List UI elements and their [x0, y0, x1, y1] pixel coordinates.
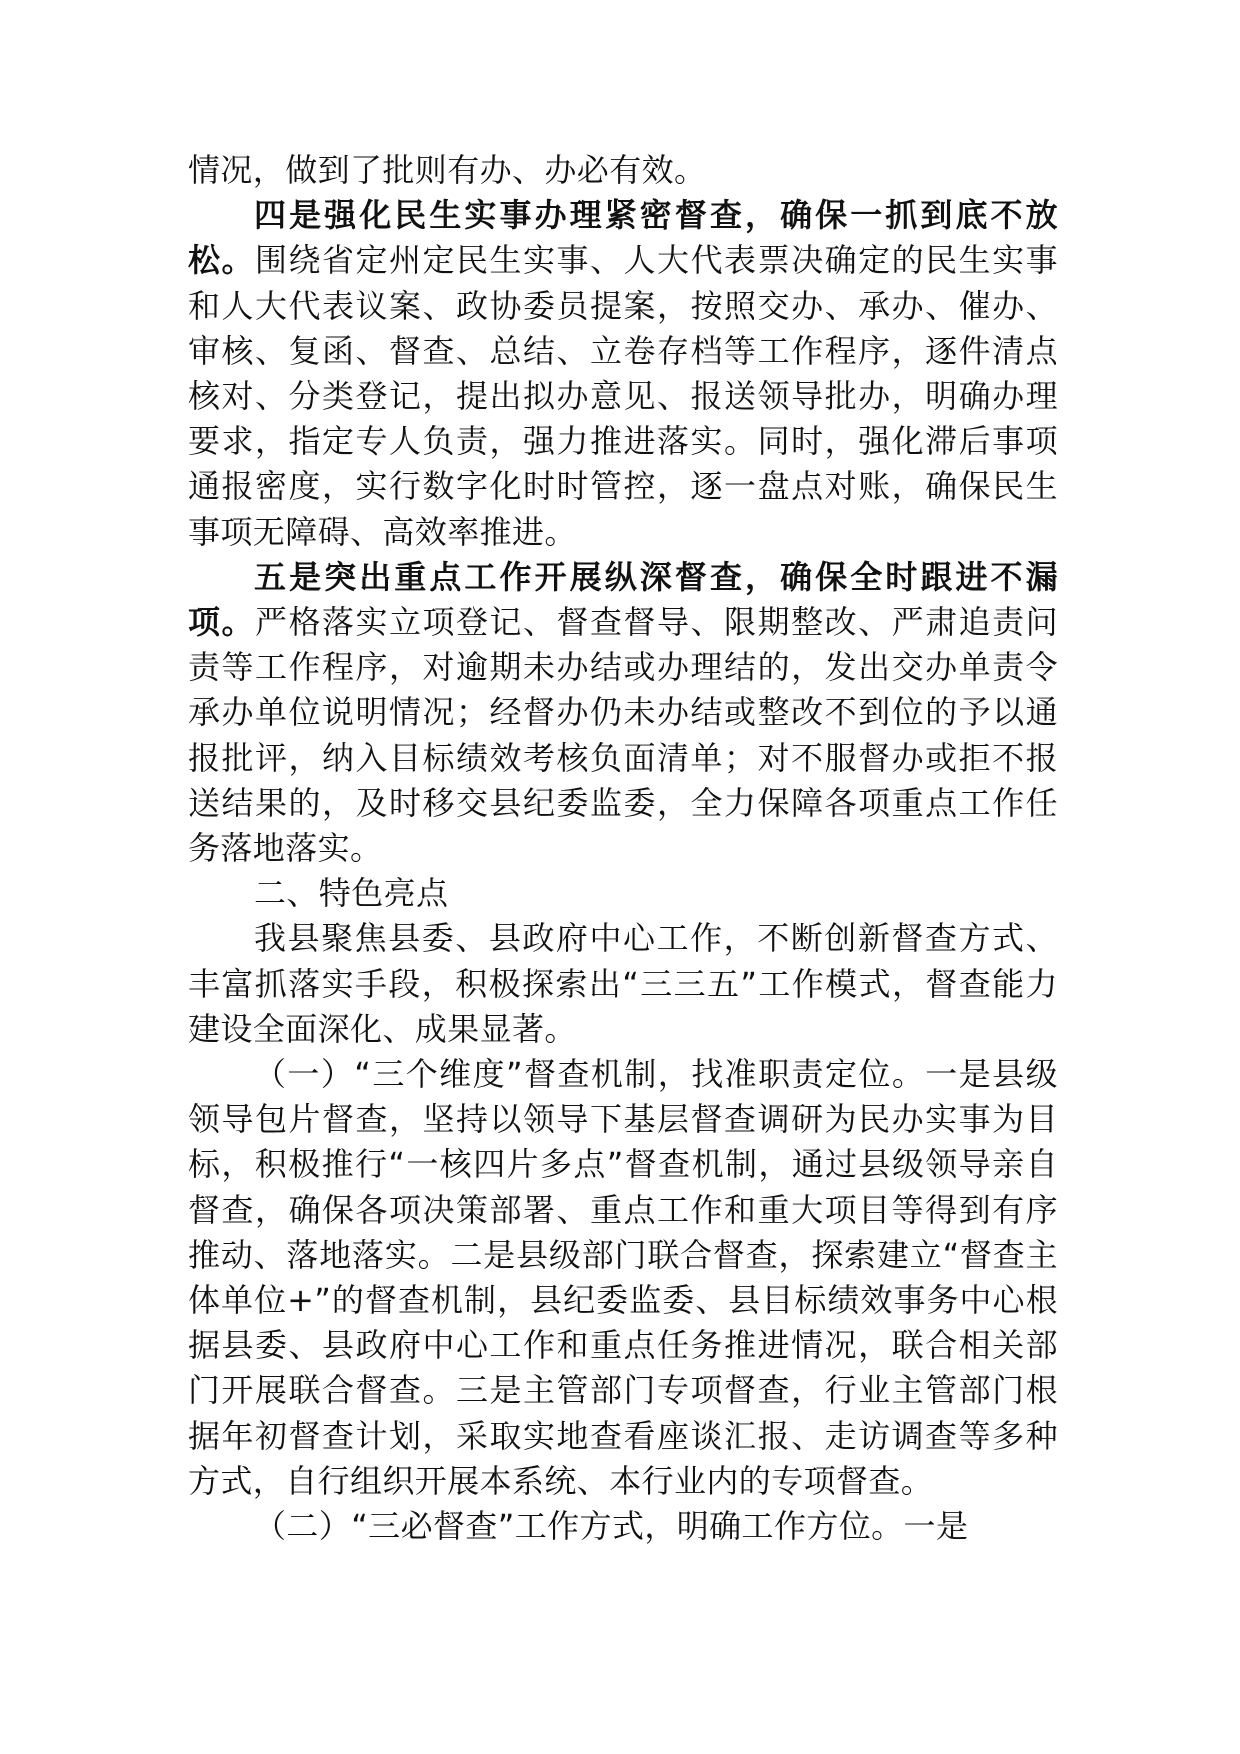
paragraph-text: （一）“三个维度”督查机制，找准职责定位。一是县级领导包片督查，坚持以领导下基层督查调研为民办实事为目标，积极推行“一核四片多点”督查机制，通过县级领导亲自督查，确保各项决策部署、重点工作和重大项目等得到有序推动、落地落实。二是县级部门联合督查，探索建立“督查主体单位+”的督查机制，县纪委监委、县目标绩效事务中心根据县委、县政府中心工作和重点任务推进情况，联合相关部门开展联合督查。三是主管部门专项督查，行业主管部门根据年初督查计划，采取实地查看座谈汇报、走访调查等多种方式，自行组织开展本系统、本行业内的专项督查。 — [188, 1055, 1058, 1500]
paragraph-lead: 五是突出重点工作开展纵深督查，确保全时跟进不漏项。 — [188, 557, 1058, 642]
paragraph-subsection-two — [188, 1504, 1058, 1549]
paragraph-lead: 四是强化民生实事办理紧密督查，确保一抓到底不放松。 — [188, 196, 1058, 280]
paragraph-continuation — [188, 148, 1058, 193]
paragraph-text: （二）“三必督查”工作方式，明确工作方位。一是 — [254, 1507, 969, 1546]
paragraph-subsection-one — [188, 1052, 1058, 1504]
paragraph-text: 严格落实立项登记、督查督导、限期整改、严肃追责问责等工作程序，对逾期未办结或办理结的，发出交办单责令承办单位说明情况；经督办仍未办结或整改不到位的予以通报批评，纳入目标绩效考核负面清单；对不服督办或拒不报送结果的，及时移交县纪委监委，全力保障各项重点工作任务落地落实。 — [188, 603, 1058, 868]
paragraph-intro — [188, 916, 1058, 1052]
section-heading-text: 二、特色亮点 — [254, 874, 449, 913]
document-page — [188, 148, 1058, 1549]
section-heading — [188, 871, 1058, 916]
paragraph-text: 围绕省定州定民生实事、人大代表票决确定的民生实事和人大代表议案、政协委员提案，按照交办、承办、催办、审核、复函、督查、总结、立卷存档等工作程序，逐件清点核对、分类登记，提出拟办意见、报送领导批办，明确办理要求，指定专人负责，强力推进落实。同时，强化滞后事项通报密度，实行数字化时时管控，逐一盘点对账，确保民生事项无障碍、高效率推进。 — [188, 241, 1058, 551]
paragraph-text: 我县聚焦县委、县政府中心工作，不断创新督查方式、丰富抓落实手段，积极探索出“三三五”工作模式，督查能力建设全面深化、成果显著。 — [188, 919, 1058, 1048]
paragraph-text: 情况，做到了批则有办、办必有效。 — [188, 151, 707, 189]
paragraph-point-four — [188, 193, 1058, 555]
paragraph-point-five — [188, 555, 1058, 871]
